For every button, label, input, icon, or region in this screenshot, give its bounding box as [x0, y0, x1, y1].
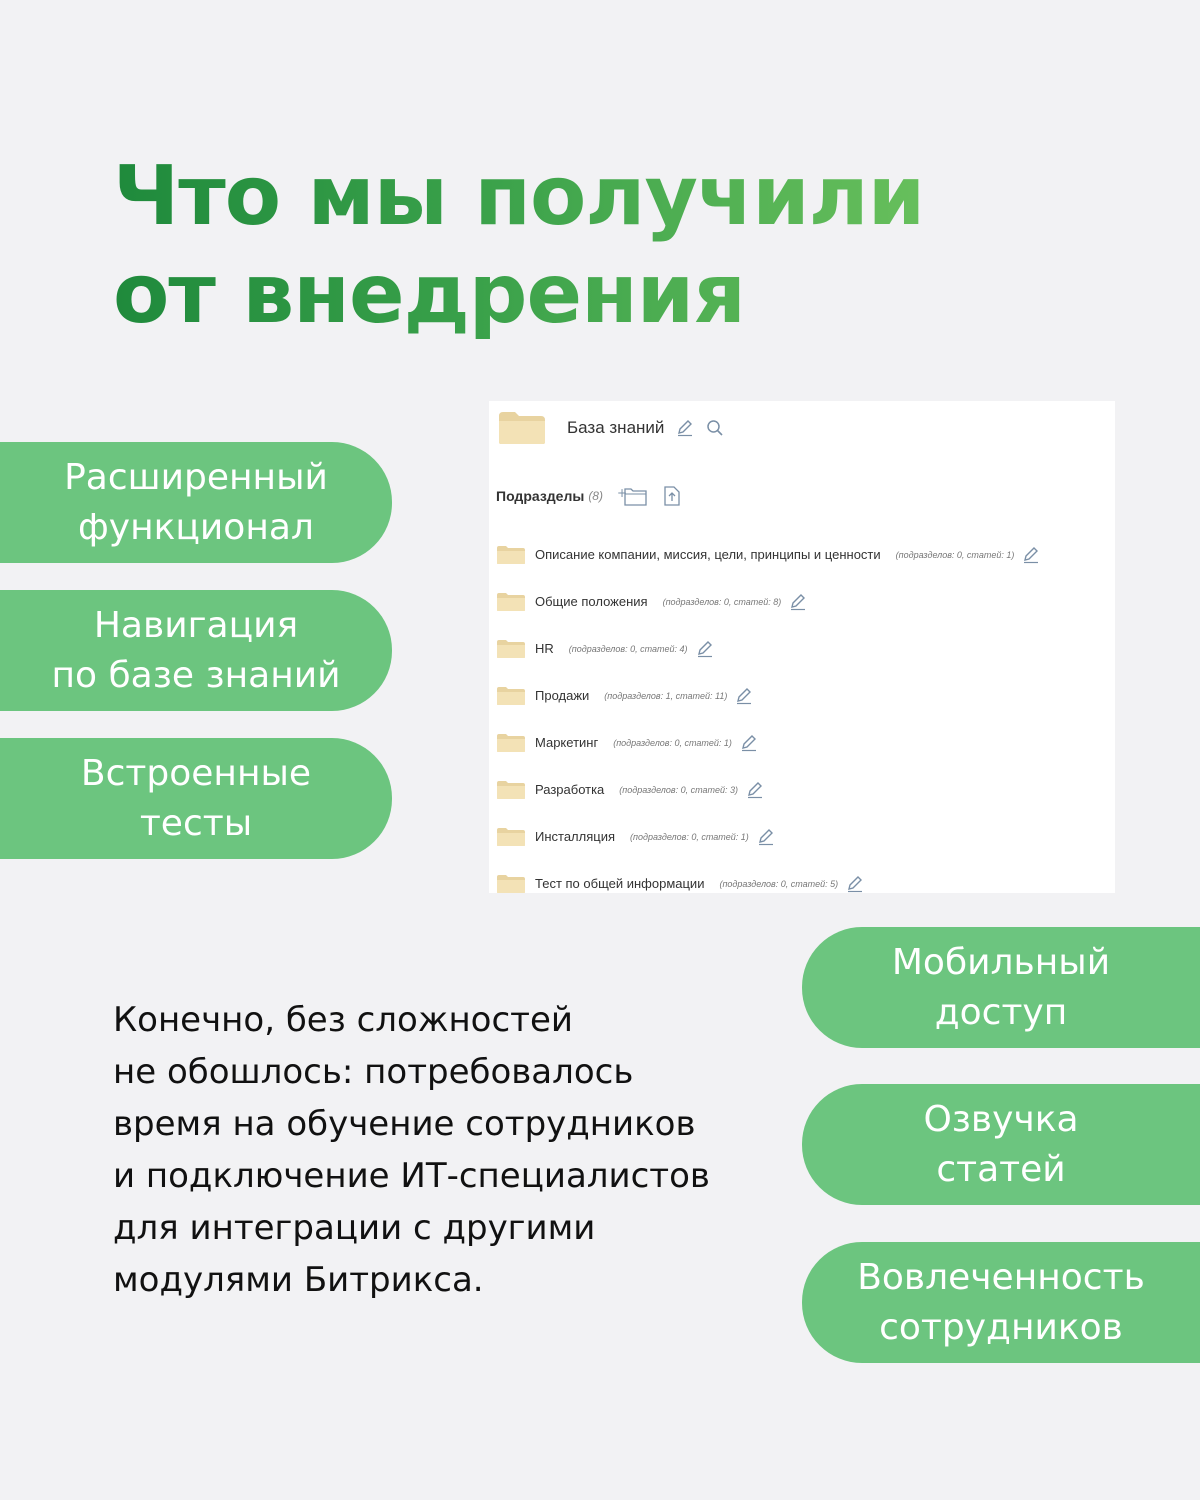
- kb-header: [497, 409, 724, 447]
- feature-label: Навигация по базе знаний: [51, 604, 341, 696]
- feature-pill-extended-functionality: [0, 442, 392, 563]
- item-name[interactable]: Описание компании, миссия, цели, принципы и ценности: [535, 547, 881, 562]
- list-item[interactable]: [496, 813, 1040, 860]
- body-paragraph: Конечно, без сложностей не обошлось: потребовалось время на обучение сотрудников и подключение ИТ-специалистов для интеграции с другими модулями Битрикса.: [113, 1000, 710, 1300]
- page-title-line-1: Что мы получили: [113, 149, 925, 244]
- edit-icon[interactable]: [740, 734, 758, 752]
- feature-pill-mobile-access: [802, 927, 1200, 1048]
- page-title-line-2: от внедрения: [113, 247, 745, 342]
- feature-pill-employee-engagement: [802, 1242, 1200, 1363]
- feature-label: Озвучка статей: [923, 1098, 1079, 1190]
- item-meta: (подразделов: 0, статей: 3): [619, 784, 739, 795]
- item-meta: (подразделов: 1, статей: 11): [604, 690, 728, 701]
- feature-label: Мобильный доступ: [891, 941, 1111, 1033]
- edit-icon[interactable]: [676, 419, 694, 437]
- search-icon[interactable]: [706, 419, 724, 437]
- item-name[interactable]: Продажи: [535, 688, 590, 703]
- kb-title: База знаний: [567, 418, 665, 437]
- item-name[interactable]: Разработка: [535, 782, 605, 797]
- feature-pill-built-in-tests: [0, 738, 392, 859]
- subsections-count: (8): [588, 489, 603, 503]
- edit-icon[interactable]: [757, 828, 775, 846]
- item-name[interactable]: Общие положения: [535, 594, 648, 609]
- list-item[interactable]: [496, 719, 1040, 766]
- folder-icon: [496, 874, 526, 894]
- item-meta: (подразделов: 0, статей: 1): [895, 549, 1015, 560]
- item-name[interactable]: HR: [535, 641, 554, 656]
- folder-icon: [496, 639, 526, 659]
- edit-icon[interactable]: [746, 781, 764, 799]
- subsection-list: [496, 531, 1040, 893]
- list-item[interactable]: [496, 672, 1040, 719]
- folder-icon: [496, 827, 526, 847]
- item-name[interactable]: Инсталляция: [535, 829, 616, 844]
- list-item[interactable]: [496, 860, 1040, 893]
- item-meta: (подразделов: 0, статей: 1): [613, 737, 732, 748]
- subsections-header: [496, 485, 681, 507]
- svg-text:+: +: [616, 486, 628, 500]
- list-item[interactable]: [496, 578, 1040, 625]
- list-item[interactable]: [496, 531, 1040, 578]
- add-folder-icon[interactable]: [617, 485, 649, 507]
- edit-icon[interactable]: [846, 875, 864, 893]
- item-meta: (подразделов: 0, статей: 8): [662, 596, 782, 607]
- list-item[interactable]: [496, 625, 1040, 672]
- folder-icon: [496, 733, 526, 753]
- list-item[interactable]: [496, 766, 1040, 813]
- folder-icon: [496, 686, 526, 706]
- subsections-label: Подразделы: [496, 488, 585, 504]
- folder-icon: [496, 545, 526, 565]
- item-name[interactable]: Маркетинг: [535, 735, 599, 750]
- item-meta: (подразделов: 0, статей: 1): [630, 831, 749, 842]
- feature-pill-article-voiceover: [802, 1084, 1200, 1205]
- knowledge-base-screenshot: [489, 401, 1115, 893]
- edit-icon[interactable]: [1022, 546, 1040, 564]
- edit-icon[interactable]: [789, 593, 807, 611]
- edit-icon[interactable]: [735, 687, 753, 705]
- item-meta: (подразделов: 0, статей: 4): [568, 643, 688, 654]
- feature-pill-navigation: [0, 590, 392, 711]
- feature-label: Вовлеченность сотрудников: [857, 1256, 1145, 1348]
- folder-icon: [496, 780, 526, 800]
- upload-icon[interactable]: [663, 485, 681, 507]
- item-meta: (подразделов: 0, статей: 5): [719, 878, 839, 889]
- feature-label: Расширенный функционал: [64, 456, 328, 548]
- edit-icon[interactable]: [696, 640, 714, 658]
- page-title: [113, 148, 924, 344]
- item-name[interactable]: Тест по общей информации: [535, 876, 705, 891]
- folder-icon: [497, 410, 547, 446]
- feature-label: Встроенные тесты: [80, 752, 312, 844]
- folder-icon: [496, 592, 526, 612]
